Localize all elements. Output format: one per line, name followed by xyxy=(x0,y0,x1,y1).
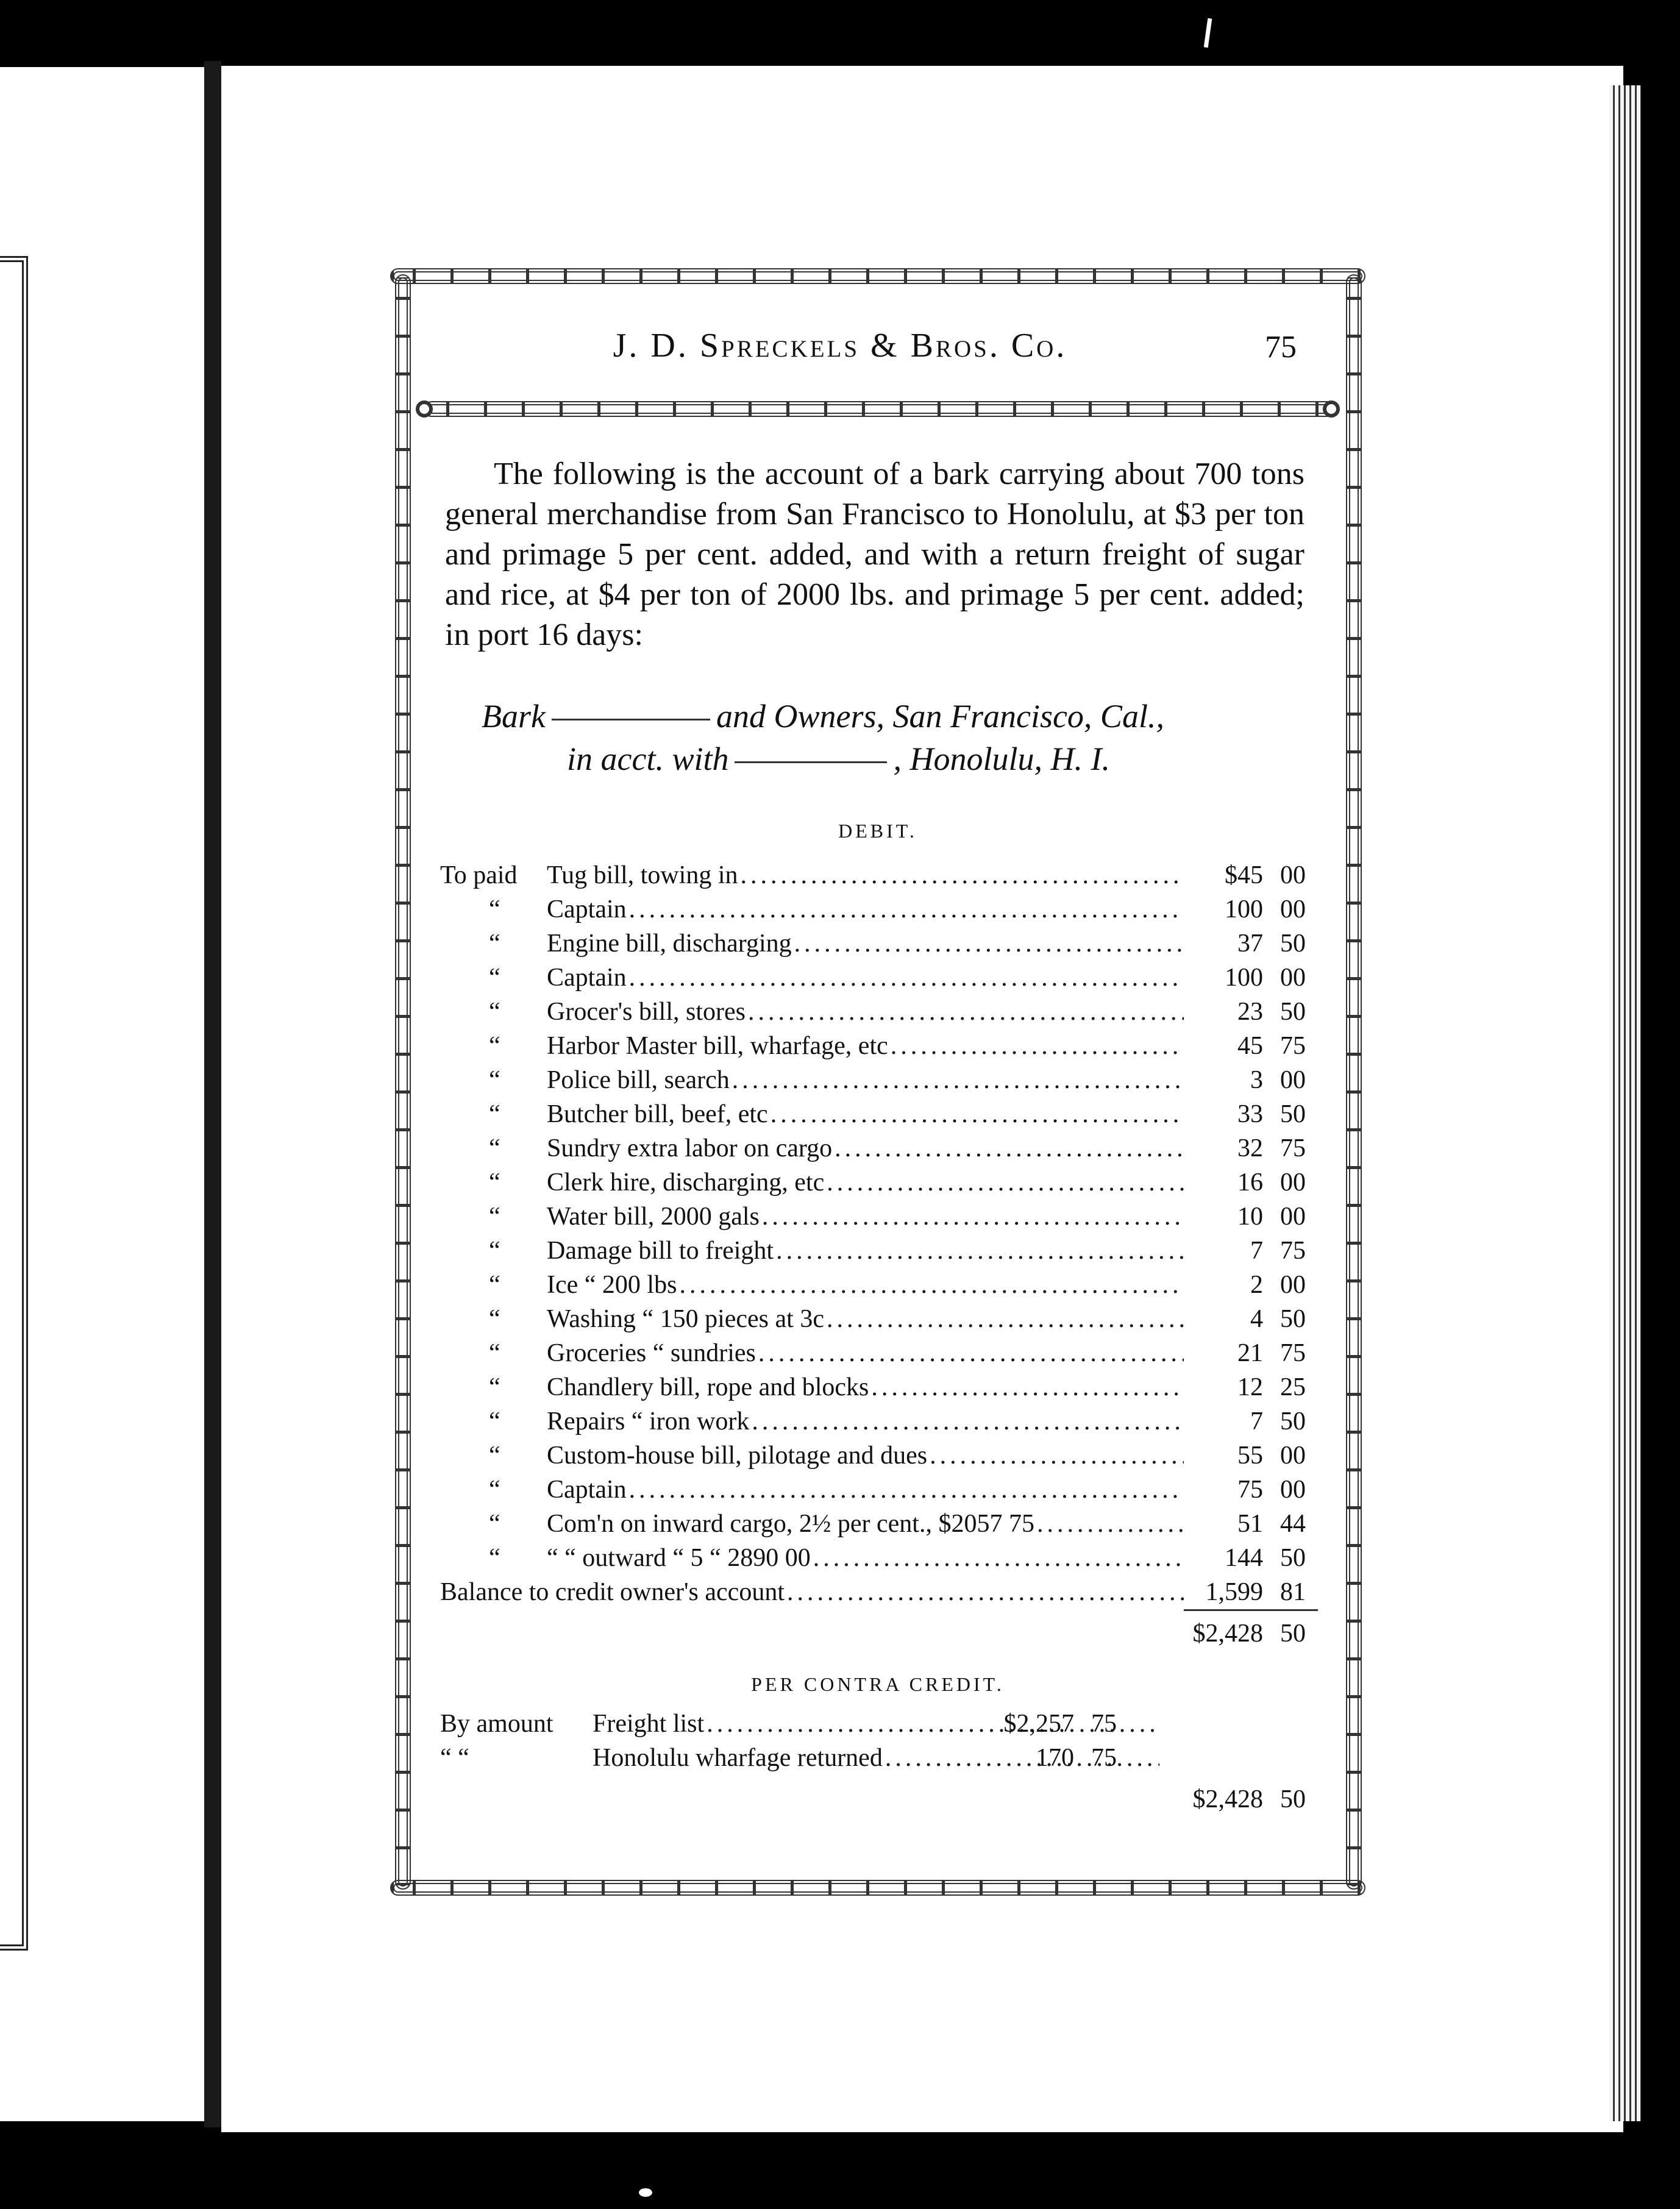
row-dollars: 100 xyxy=(1225,964,1263,992)
account-header-owners: and Owners, San Francisco, Cal., xyxy=(716,698,1164,735)
row-desc-text: Engine bill, discharging xyxy=(547,930,792,958)
row-description xyxy=(547,1234,1184,1268)
row-description xyxy=(547,1439,1184,1473)
row-description xyxy=(593,1707,1159,1741)
account-header-acct: in acct. with xyxy=(567,741,729,777)
row-prefix: “ xyxy=(489,1442,500,1470)
row-prefix: “ xyxy=(489,998,500,1026)
row-desc-text: Ice “ 200 lbs xyxy=(547,1271,677,1299)
row-description xyxy=(547,1336,1184,1370)
leader-dots xyxy=(752,1404,1184,1439)
blank-line xyxy=(552,719,710,720)
row-cents: 00 xyxy=(1280,1203,1306,1231)
row-description xyxy=(547,1063,1184,1097)
ledger-row xyxy=(440,1131,1306,1165)
row-dollars: 3 xyxy=(1250,1066,1263,1094)
ledger-row xyxy=(440,1507,1306,1541)
row-prefix: “ xyxy=(489,1032,500,1060)
row-desc-text: Sundry extra labor on cargo xyxy=(547,1134,833,1162)
row-description xyxy=(547,1404,1184,1439)
row-prefix: “ xyxy=(489,1271,500,1299)
row-prefix: “ xyxy=(489,1510,500,1538)
row-cents: 81 xyxy=(1280,1578,1306,1606)
row-description xyxy=(547,1370,1184,1404)
row-cents: 00 xyxy=(1280,1476,1306,1504)
ledger-row xyxy=(440,1165,1306,1200)
row-dollars: 144 xyxy=(1225,1544,1263,1572)
row-description xyxy=(547,1302,1184,1336)
leader-dots xyxy=(758,1336,1184,1370)
row-desc-text: Groceries “ sundries xyxy=(547,1339,756,1367)
row-desc-text: Honolulu wharfage returned xyxy=(593,1744,883,1772)
row-cents: 50 xyxy=(1280,1407,1306,1435)
row-dollars: 100 xyxy=(1225,895,1263,923)
ledger-row xyxy=(440,927,1306,961)
row-description xyxy=(593,1741,1159,1775)
ledger-row xyxy=(440,1029,1306,1063)
row-cents: 00 xyxy=(1280,895,1306,923)
row-dollars: 12 xyxy=(1237,1373,1263,1401)
row-desc-text: Washing “ 150 pieces at 3c xyxy=(547,1305,824,1333)
row-description xyxy=(547,1473,1184,1507)
ledger-row xyxy=(440,1336,1306,1370)
row-dollars: 16 xyxy=(1237,1169,1263,1197)
row-dollars: 55 xyxy=(1237,1442,1263,1470)
row-cents: 75 xyxy=(1091,1744,1117,1772)
row-prefix: “ xyxy=(489,1066,500,1094)
row-desc-text: “ “ outward “ 5 “ 2890 00 xyxy=(547,1544,811,1572)
ledger-row xyxy=(440,1234,1306,1268)
row-desc-text: Custom-house bill, pilotage and dues xyxy=(547,1442,928,1470)
row-cents: 00 xyxy=(1280,861,1306,889)
total-row xyxy=(440,1609,1306,1658)
account-header-bark: Bark xyxy=(482,698,546,735)
leader-dots xyxy=(1037,1507,1184,1541)
row-prefix: “ xyxy=(489,1134,500,1162)
row-desc-text: Captain xyxy=(547,1476,627,1504)
leader-dots xyxy=(629,961,1184,995)
ledger-row xyxy=(440,1575,1306,1609)
row-description xyxy=(547,995,1184,1029)
row-dollars: 21 xyxy=(1237,1339,1263,1367)
intro-text: The following is the account of a bark carrying about 700 tons general merchandise from San Francisco to Honolulu, at $3 per ton and primage 5 per cent. added, and with a return freight of sugar and rice, at $4 per ton of 2000 lbs. and primage 5 per cent. added; in port 16 days: xyxy=(445,457,1304,652)
row-cents: 75 xyxy=(1280,1339,1306,1367)
row-cents: 75 xyxy=(1280,1032,1306,1060)
leader-dots xyxy=(679,1268,1184,1302)
row-prefix: “ xyxy=(489,1476,500,1504)
row-description xyxy=(547,1029,1184,1063)
leader-dots xyxy=(871,1370,1184,1404)
row-description xyxy=(547,858,1184,892)
row-cents: 25 xyxy=(1280,1373,1306,1401)
ledger-row xyxy=(440,995,1306,1029)
row-desc-text: Damage bill to freight xyxy=(547,1237,774,1265)
row-dollars: 75 xyxy=(1237,1476,1263,1504)
row-prefix: To paid xyxy=(440,861,518,889)
chain-divider xyxy=(424,401,1338,417)
row-description xyxy=(547,1507,1184,1541)
row-dollars: 1,599 xyxy=(1205,1578,1263,1606)
row-dollars: $45 xyxy=(1225,861,1263,889)
row-cents: 50 xyxy=(1280,998,1306,1026)
ledger-row xyxy=(440,1200,1306,1234)
page-number: 75 xyxy=(1265,330,1297,365)
row-dollars: 4 xyxy=(1250,1305,1263,1333)
chain-border-top xyxy=(390,268,1365,284)
leader-dots xyxy=(776,1234,1184,1268)
leader-dots xyxy=(762,1200,1184,1234)
intro-paragraph xyxy=(445,454,1304,655)
debit-ledger xyxy=(440,858,1306,1658)
row-cents: 44 xyxy=(1280,1510,1306,1538)
ledger-row xyxy=(440,1541,1306,1575)
row-prefix: “ “ xyxy=(440,1744,469,1772)
credit-title: PER CONTRA CREDIT. xyxy=(751,1673,1005,1695)
leader-dots xyxy=(771,1097,1184,1131)
row-cents: 00 xyxy=(1280,1442,1306,1470)
chain-ring-left xyxy=(416,400,433,418)
chain-border-left xyxy=(395,274,411,1890)
row-prefix: “ xyxy=(489,1373,500,1401)
row-cents: 00 xyxy=(1280,1169,1306,1197)
row-desc-text: Repairs “ iron work xyxy=(547,1407,750,1435)
ledger-row xyxy=(440,1370,1306,1404)
leader-dots xyxy=(827,1165,1184,1200)
row-desc-text: Balance to credit owner's account xyxy=(440,1578,785,1606)
leader-dots xyxy=(787,1575,1184,1609)
chain-border-right xyxy=(1346,274,1362,1890)
row-prefix: “ xyxy=(489,930,500,958)
row-dollars: 23 xyxy=(1237,998,1263,1026)
row-prefix: “ xyxy=(489,1237,500,1265)
leader-dots xyxy=(732,1063,1184,1097)
ledger-row xyxy=(440,1439,1306,1473)
total-dollars: $2,428 xyxy=(1192,1785,1263,1813)
leader-dots xyxy=(891,1029,1184,1063)
leader-dots xyxy=(835,1131,1184,1165)
leader-dots xyxy=(813,1541,1184,1575)
leader-dots xyxy=(629,892,1184,927)
leader-dots xyxy=(748,995,1184,1029)
chain-border-bottom xyxy=(390,1880,1365,1896)
row-description xyxy=(547,927,1184,961)
row-dollars: 170 xyxy=(1036,1744,1074,1772)
total-dollars: $2,428 xyxy=(1192,1620,1263,1648)
ledger-row xyxy=(440,858,1306,892)
row-prefix: “ xyxy=(489,895,500,923)
row-desc-text: Clerk hire, discharging, etc xyxy=(547,1169,825,1197)
row-dollars: 45 xyxy=(1237,1032,1263,1060)
account-header xyxy=(427,695,1317,780)
left-page xyxy=(0,67,204,2121)
row-desc-text: Police bill, search xyxy=(547,1066,730,1094)
row-desc-text: Chandlery bill, rope and blocks xyxy=(547,1373,869,1401)
row-cents: 50 xyxy=(1280,1544,1306,1572)
row-description xyxy=(547,1131,1184,1165)
leader-dots xyxy=(930,1439,1184,1473)
row-description xyxy=(547,1165,1184,1200)
row-desc-text: Butcher bill, beef, etc xyxy=(547,1100,768,1128)
row-cents: 75 xyxy=(1280,1237,1306,1265)
ledger-row xyxy=(440,1268,1306,1302)
row-description xyxy=(547,1200,1184,1234)
row-dollars: 32 xyxy=(1237,1134,1263,1162)
row-description xyxy=(547,1268,1184,1302)
row-dollars: 7 xyxy=(1250,1407,1263,1435)
scan-speck xyxy=(639,2188,652,2197)
row-dollars: 37 xyxy=(1237,930,1263,958)
book-spine xyxy=(204,61,221,2127)
leader-dots xyxy=(794,927,1184,961)
row-dollars: 7 xyxy=(1250,1237,1263,1265)
row-desc-text: Grocer's bill, stores xyxy=(547,998,746,1026)
row-desc-text: Freight list xyxy=(593,1710,705,1738)
debit-title: DEBIT. xyxy=(838,820,917,842)
row-desc-text: Harbor Master bill, wharfage, etc xyxy=(547,1032,888,1060)
account-header-honolulu: , Honolulu, H. I. xyxy=(893,741,1110,777)
leader-dots xyxy=(741,858,1184,892)
row-desc-text: Captain xyxy=(547,895,627,923)
total-row xyxy=(440,1775,1306,1824)
row-prefix: “ xyxy=(489,1407,500,1435)
ledger-row xyxy=(440,1063,1306,1097)
row-desc-text: Captain xyxy=(547,964,627,992)
leader-dots xyxy=(885,1741,1159,1775)
account-header-line-1 xyxy=(427,695,1317,738)
page-edges xyxy=(1609,85,1641,2121)
row-prefix: “ xyxy=(489,964,500,992)
ledger-row xyxy=(440,892,1306,927)
total-cents: 50 xyxy=(1280,1785,1306,1813)
row-dollars: 51 xyxy=(1237,1510,1263,1538)
row-prefix: “ xyxy=(489,1203,500,1231)
row-desc-text: Tug bill, towing in xyxy=(547,861,738,889)
row-cents: 75 xyxy=(1091,1710,1117,1738)
ledger-row xyxy=(440,1097,1306,1131)
ledger-row xyxy=(440,1302,1306,1336)
row-prefix: “ xyxy=(489,1339,500,1367)
row-prefix: By amount xyxy=(440,1710,553,1738)
row-dollars: 10 xyxy=(1237,1203,1263,1231)
row-desc-text: Com'n on inward cargo, 2½ per cent., $2057 75 xyxy=(547,1510,1034,1538)
row-cents: 00 xyxy=(1280,964,1306,992)
row-description xyxy=(547,961,1184,995)
row-cents: 00 xyxy=(1280,1271,1306,1299)
ledger-row xyxy=(440,961,1306,995)
row-cents: 00 xyxy=(1280,1066,1306,1094)
row-prefix: “ xyxy=(489,1169,500,1197)
credit-ledger xyxy=(440,1707,1306,1824)
left-page-border xyxy=(0,256,28,1951)
row-cents: 50 xyxy=(1280,1305,1306,1333)
row-dollars: 33 xyxy=(1237,1100,1263,1128)
blank-line xyxy=(735,761,887,763)
row-description xyxy=(547,1097,1184,1131)
row-cents: 50 xyxy=(1280,1100,1306,1128)
row-prefix: “ xyxy=(489,1100,500,1128)
row-description xyxy=(547,1541,1184,1575)
chain-ring-right xyxy=(1323,400,1340,418)
row-prefix: “ xyxy=(489,1544,500,1572)
page-header-title: J. D. Spreckels & Bros. Co. xyxy=(613,327,1067,365)
row-desc-text: Water bill, 2000 gals xyxy=(547,1203,760,1231)
leader-dots xyxy=(827,1302,1184,1336)
account-header-line-2 xyxy=(427,738,1317,780)
row-cents: 50 xyxy=(1280,930,1306,958)
ledger-row xyxy=(440,1707,1306,1741)
leader-dots xyxy=(629,1473,1184,1507)
row-prefix: “ xyxy=(489,1305,500,1333)
ledger-row xyxy=(440,1741,1306,1775)
ledger-row xyxy=(440,1473,1306,1507)
ledger-row xyxy=(440,1404,1306,1439)
row-cents: 75 xyxy=(1280,1134,1306,1162)
row-dollars: 2 xyxy=(1250,1271,1263,1299)
total-cents: 50 xyxy=(1280,1620,1306,1648)
row-description xyxy=(440,1575,1184,1609)
row-dollars: $2,257 xyxy=(1003,1710,1074,1738)
scan-mark xyxy=(1204,18,1212,48)
row-description xyxy=(547,892,1184,927)
